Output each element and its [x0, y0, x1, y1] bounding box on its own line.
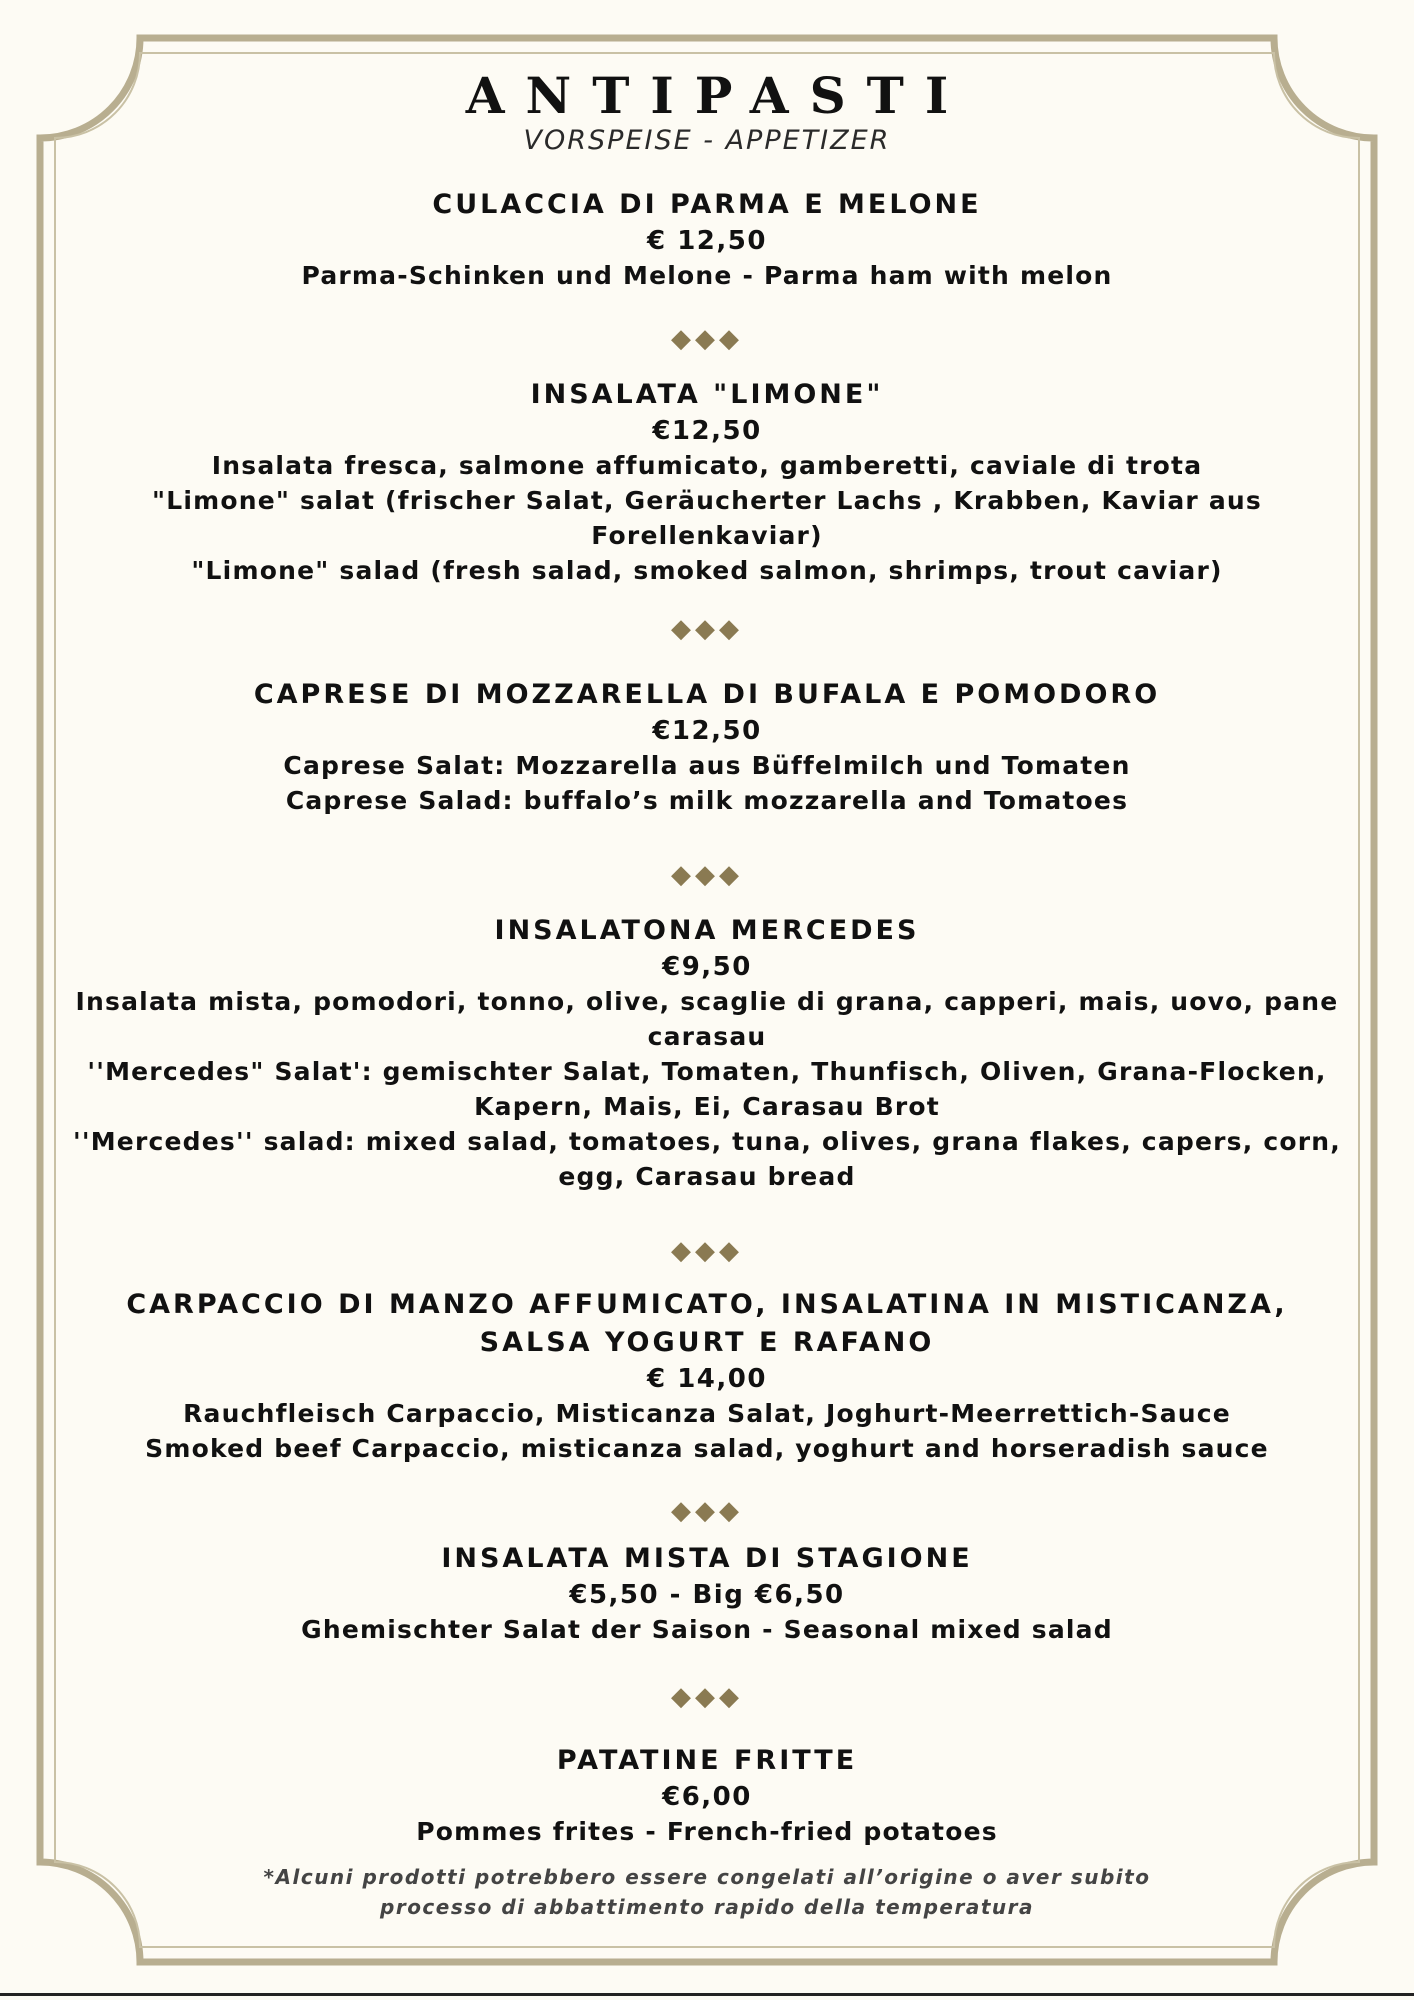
item-name: INSALATONA MERCEDES: [494, 915, 920, 946]
menu-item: [60, 676, 1354, 818]
item-name: PATATINE FRITTE: [556, 1745, 858, 1776]
item-description: Pommes frites - French-fried potatoes: [416, 1817, 998, 1846]
item-price: €6,00: [662, 1782, 752, 1812]
menu-item: [60, 1742, 1354, 1849]
item-description: Caprese Salad: buffalo’s milk mozzarella and Tomatoes: [285, 786, 1129, 815]
item-price: €5,50 - Big €6,50: [569, 1580, 845, 1610]
menu-item: [60, 1286, 1354, 1466]
item-price: €12,50: [652, 416, 762, 446]
item-description: Ghemischter Salat der Saison - Seasonal mixed salad: [301, 1615, 1113, 1644]
footnote: *Alcuni prodotti potrebbero essere congelati all’origine o aver subito processo di abbattimento rapido della temperatura: [263, 1865, 1151, 1919]
menu-title: ANTIPASTI: [465, 66, 970, 125]
item-price: € 12,50: [647, 226, 767, 256]
item-description: "Limone" salad (fresh salad, smoked salmon, shrimps, trout caviar): [191, 556, 1223, 585]
item-description: Parma-Schinken und Melone - Parma ham with melon: [301, 261, 1113, 290]
item-description: Insalata mista, pomodori, tonno, olive, scaglie di grana, capperi, mais, uovo, pane carasau: [75, 987, 1339, 1051]
item-name: CAPRESE DI MOZZARELLA DI BUFALA E POMODORO: [253, 679, 1161, 710]
diamond-separator-icon: ◆◆◆: [671, 1496, 743, 1526]
diamond-separator-icon: ◆◆◆: [671, 1236, 743, 1266]
diamond-separator-icon: ◆◆◆: [671, 324, 743, 354]
menu-item: [60, 912, 1354, 1194]
item-description: ''Mercedes" Salat': gemischter Salat, Tomaten, Thunfisch, Oliven, Grana-Flocken, Kapern, Mais, Ei, Carasau Brot: [87, 1057, 1327, 1121]
item-description: Smoked beef Carpaccio, misticanza salad, yoghurt and horseradish sauce: [145, 1434, 1269, 1463]
menu-item: [60, 186, 1354, 293]
menu-item: [60, 376, 1354, 588]
item-description: "Limone" salat (frischer Salat, Geräucherter Lachs , Krabben, Kaviar aus Forellenkaviar): [151, 486, 1263, 550]
item-price: € 14,00: [647, 1364, 767, 1394]
menu-item: [60, 1540, 1354, 1647]
item-price: €12,50: [652, 716, 762, 746]
item-description: Rauchfleisch Carpaccio, Misticanza Salat, Joghurt-Meerrettich-Sauce: [183, 1399, 1231, 1428]
menu-subtitle: VORSPEISE - APPETIZER: [523, 125, 891, 156]
item-name: INSALATA "LIMONE": [530, 379, 884, 410]
diamond-separator-icon: ◆◆◆: [671, 1682, 743, 1712]
item-description: ''Mercedes'' salad: mixed salad, tomatoes, tuna, olives, grana flakes, capers, corn, egg, Carasau bread: [73, 1127, 1341, 1191]
diamond-separator-icon: ◆◆◆: [671, 614, 743, 644]
item-price: €9,50: [662, 952, 752, 982]
item-name: CULACCIA DI PARMA E MELONE: [432, 189, 982, 220]
diamond-separator-icon: ◆◆◆: [671, 860, 743, 890]
item-name: INSALATA MISTA DI STAGIONE: [441, 1543, 973, 1574]
item-description: Insalata fresca, salmone affumicato, gamberetti, caviale di trota: [211, 451, 1203, 480]
bottom-divider: [0, 1993, 1414, 1996]
item-description: Caprese Salat: Mozzarella aus Büffelmilch und Tomaten: [283, 751, 1131, 780]
item-name: CARPACCIO DI MANZO AFFUMICATO, INSALATINA IN MISTICANZA, SALSA YOGURT E RAFANO: [126, 1289, 1288, 1358]
